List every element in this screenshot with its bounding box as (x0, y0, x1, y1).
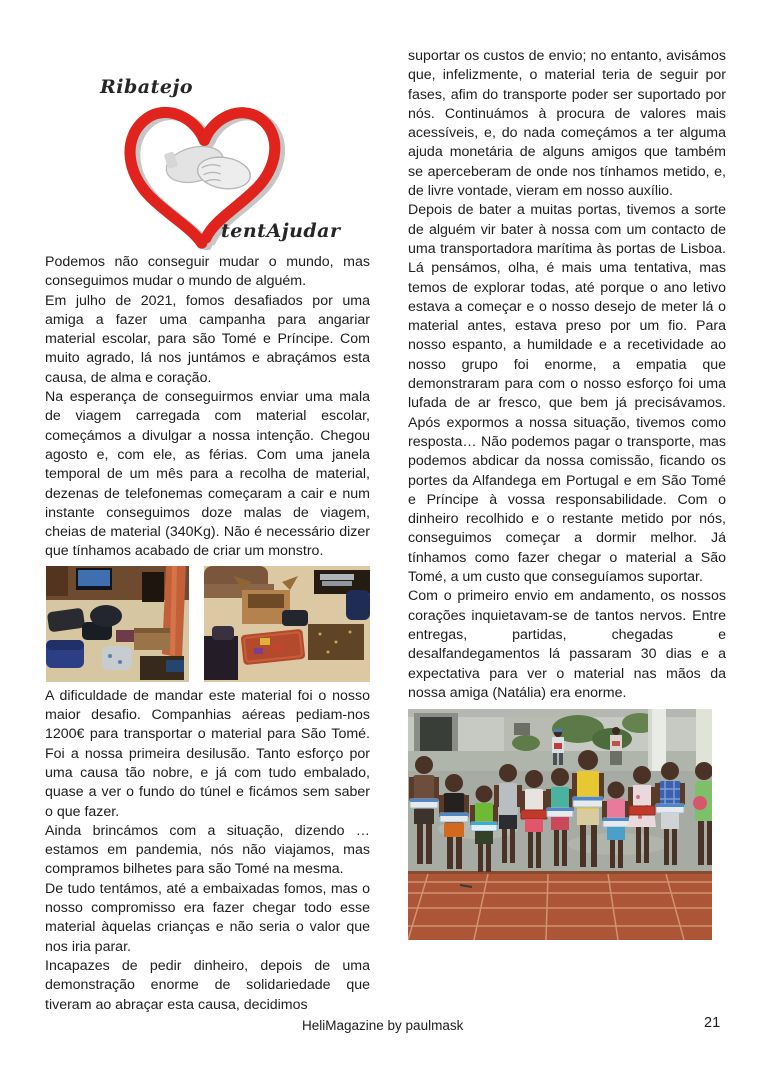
body-paragraph: Incapazes de pedir dinheiro, depois de uma demonstração enorme de solidariedade que tiveram ao abraçar esta causa, decidimos (45, 957, 370, 1013)
photo-material-collage (46, 566, 370, 682)
photo-children-with-supplies (408, 709, 712, 940)
logo-text-ribatejo: Ribatejo (100, 76, 194, 98)
tentajudar-logo (45, 70, 370, 253)
body-paragraph: Em julho de 2021, fomos desafiados por uma amiga a fazer uma campanha para angariar material escolar, para são Tomé e Príncipe. Com muito agrado, lá nos juntámos e abraçámos esta causa, de alma e coração. (45, 292, 370, 386)
body-paragraph: A dificuldade de mandar este material foi o nosso maior desafio. Companhias aéreas pediam-nos 1200€ para transportar o material para São Tomé. Foi a nossa primeira desilusão. Tanto esforço por uma causa tão nobre, e já com tudo embalado, quase a ver o fundo do túnel e ficámos sem saber o que fazer. (45, 687, 370, 820)
body-paragraph: Depois de bater a muitas portas, tivemos a sorte de alguém vir bater à nossa com um contacto de uma transportadora marítima às portas de Lisboa. Lá pensámos, olha, é mais uma tentativa, mas temos de explorar todas, até porque o ano letivo estava a começar e o nosso desejo de meter lá o material antes, estava preso por um fio. Para nosso espanto, a humildade e a recetividade ao nosso grupo foi enorme, a empatia que demonstraram para com o nosso esforço foi uma lufada de ar fresco, que bem já precisávamos. Após expormos a nossa situação, tivemos como resposta… Não podemos pagar o transporte, mas podemos abdicar da nossa comissão, ficando os portes da Alfandega em Portugal e em São Tomé e Príncipe à vossa responsabilidade. Com o dinheiro recolhido e o restante metido por nós, conseguimos começar a dormir melhor. Já tínhamos como fazer chegar o material a São Tomé, a um custo que conseguíamos suportar. (408, 202, 726, 586)
body-paragraph: suportar os custos de envio; no entanto, avisámos que, infelizmente, o material teria de seguir por fases, afim do transporte poder ser suportado por nós. Continuámos à procura de valores mais acessíveis, e, do nada começámos a ter alguma ajuda monetária de alguns amigos que também se aperceberam de onde nos tínhamos metido, e, de livre vontade, vieram em nosso auxílio. (408, 48, 726, 200)
right-column (408, 47, 726, 940)
body-paragraph: Na esperança de conseguirmos enviar uma mala de viagem carregada com material escolar, começámos a divulgar a nossa intenção. Chegou agosto e, com ele, as férias. Com uma janela temporal de um mês para a recolha de material, dezenas de telefonemas começaram a cair e num instante conseguimos doze malas de viagem, cheias de material (340Kg). Não é necessário dizer que tínhamos acabado de criar um monstro. (45, 389, 370, 560)
body-paragraph: De tudo tentámos, até a embaixadas fomos, mas o nosso compromisso era fazer chegar todo esse material àquelas crianças e não seria o valor que nos iria parar. (45, 880, 370, 955)
left-column (45, 70, 370, 1015)
footer-credit: HeliMagazine by paulmask (302, 1018, 464, 1033)
logo-text-tentajudar: tentAjudar (221, 220, 341, 242)
clasped-hands-icon (163, 141, 253, 193)
body-paragraph: Podemos não conseguir mudar o mundo, mas conseguimos mudar o mundo de alguém. (45, 254, 370, 290)
body-paragraph: Ainda brincámos com a situação, dizendo … estamos em pandemia, nós não viajamos, mas compramos bilhetes para são Tomé na mesma. (45, 822, 370, 878)
body-paragraph: Com o primeiro envio em andamento, os nossos corações inquietavam-se de tantos nervos. Entre entregas, partidas, chegadas e desalfandegamentos lá passaram 30 dias e a expectativa para ver o material nas mãos da nossa amiga (Natália) era enorme. (408, 588, 726, 701)
page-number: 21 (704, 1015, 721, 1031)
